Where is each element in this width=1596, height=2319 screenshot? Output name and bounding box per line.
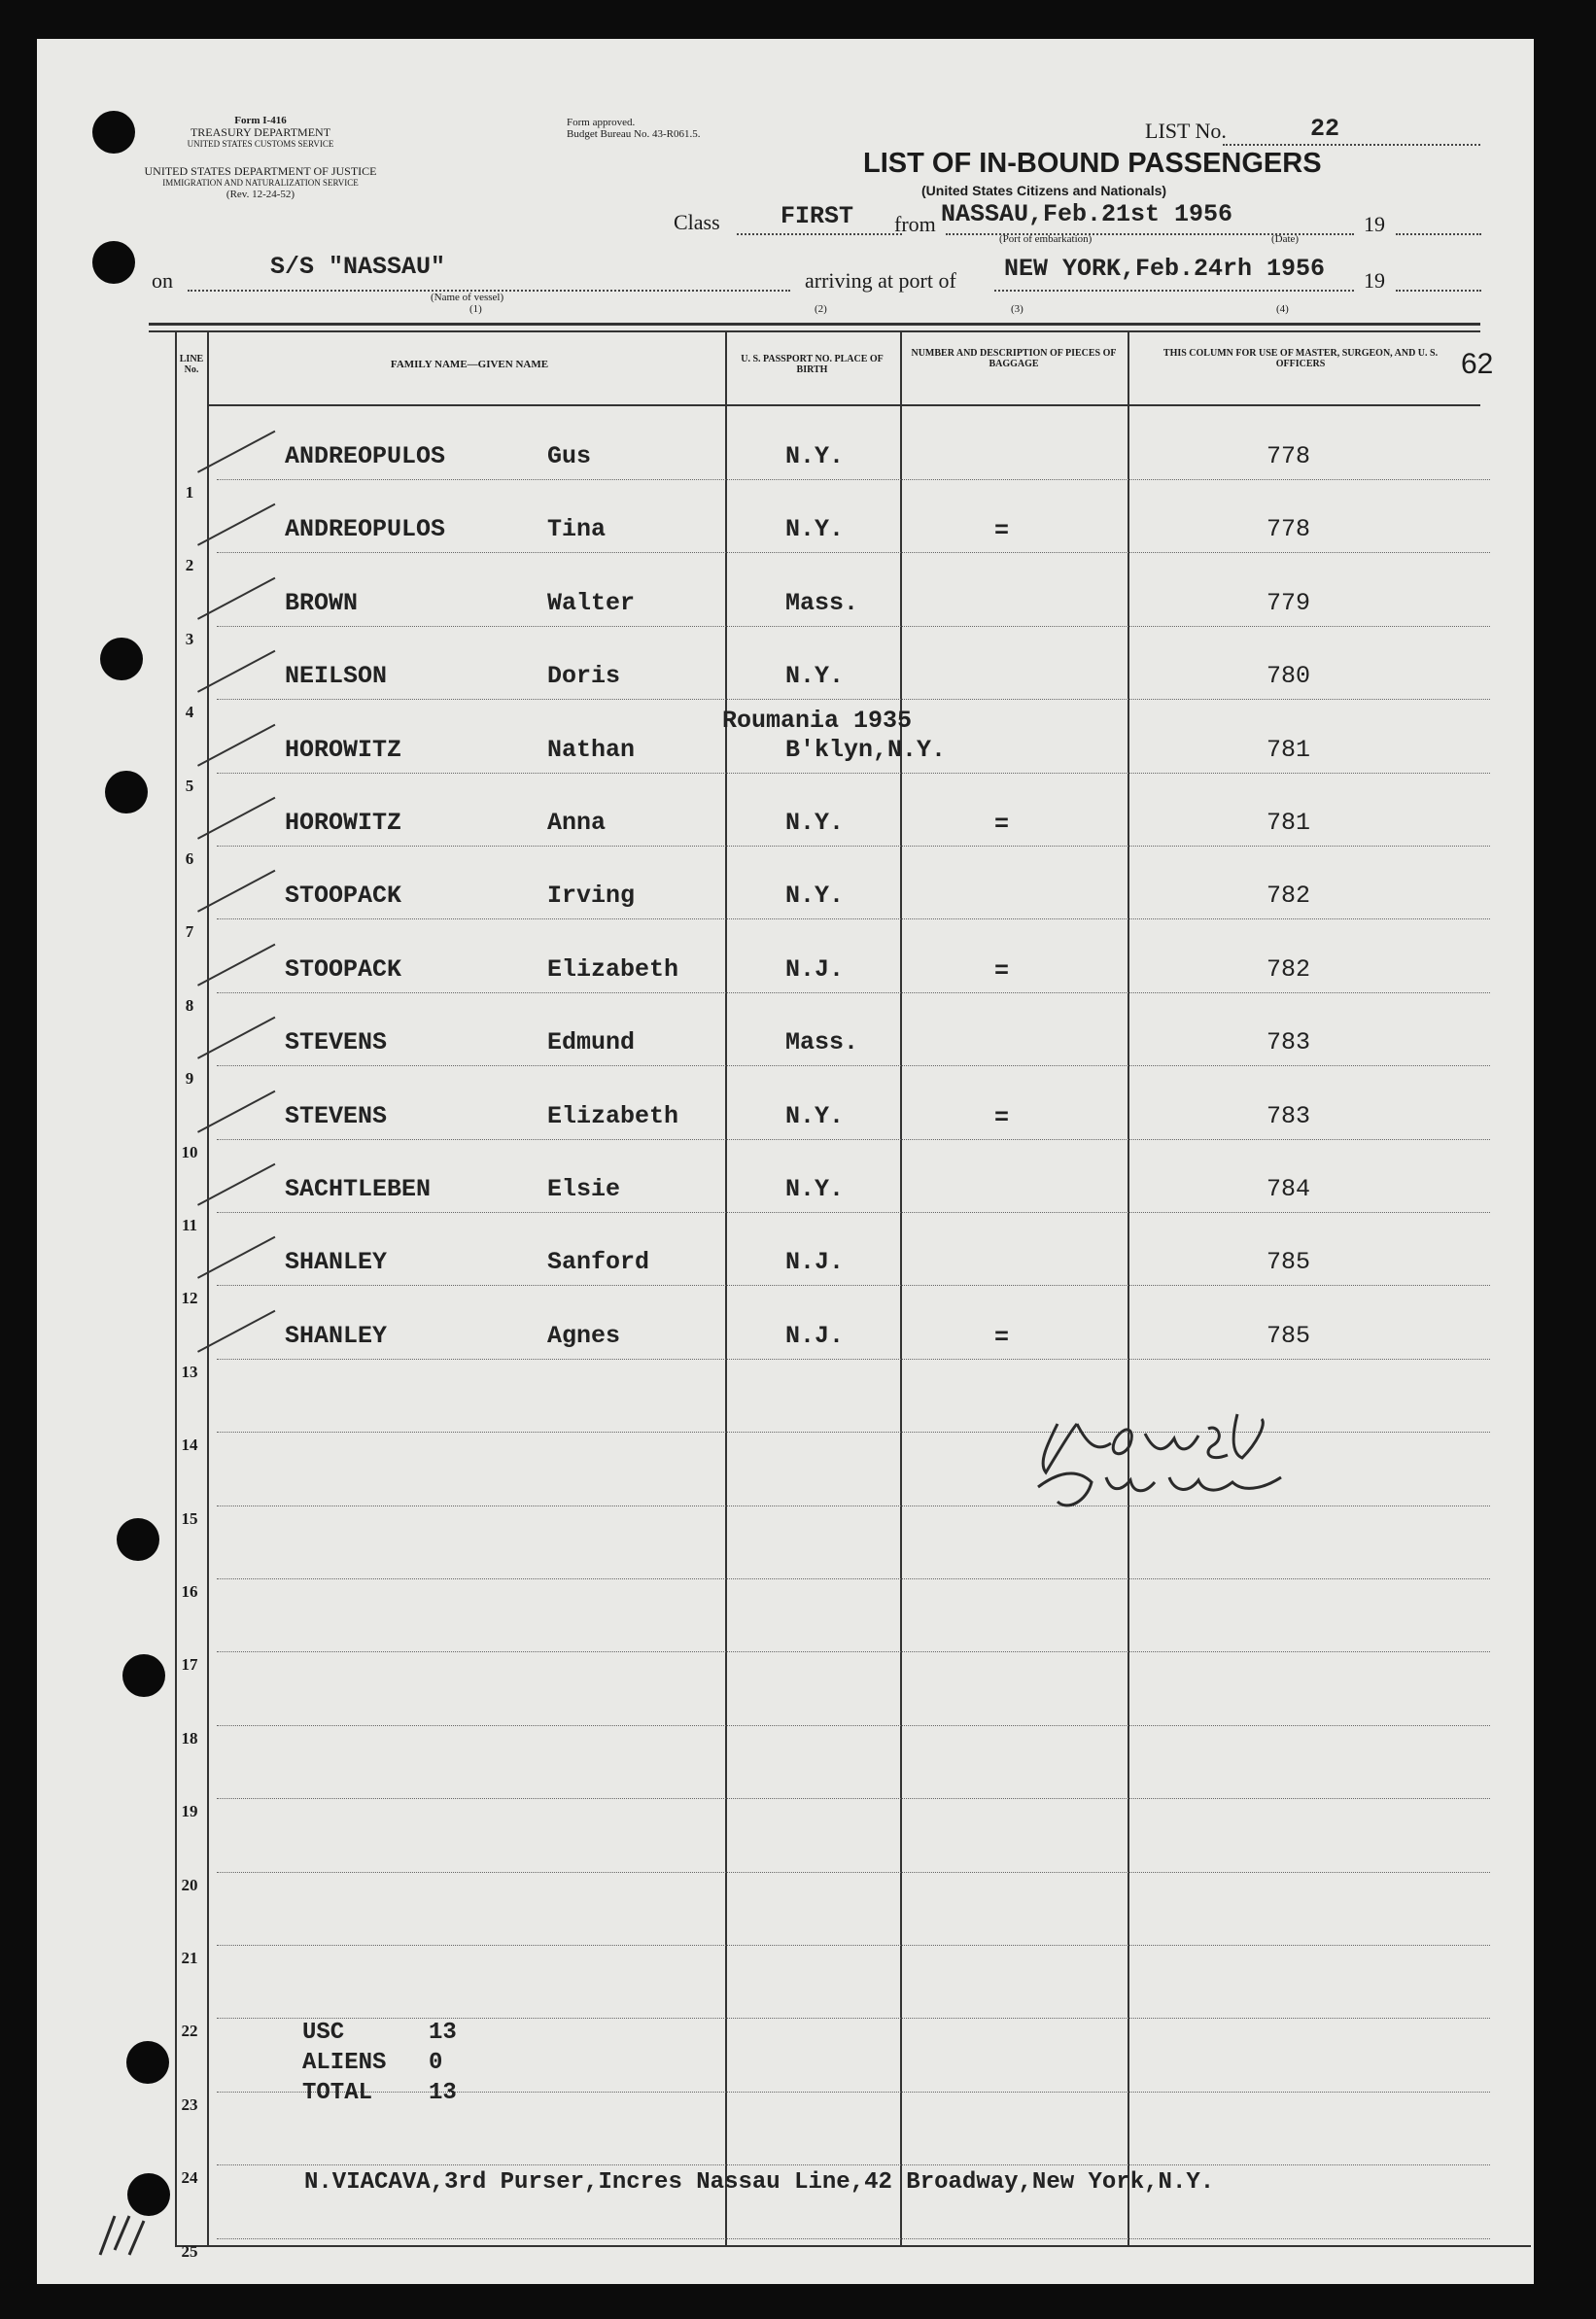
row-rule [217,1285,1490,1286]
line-number: 6 [185,849,194,868]
family-name: HOROWITZ [285,735,402,764]
given-name: Elizabeth [547,1101,679,1130]
family-name: STOOPACK [285,882,402,911]
officer-number: 781 [1266,735,1311,764]
punch-hole [127,2173,170,2216]
place-of-birth: N.J. [785,954,845,984]
officer-number: 778 [1266,442,1311,470]
form-approved: Form approved. [567,117,636,128]
place-of-birth: B'klyn,N.Y. [785,735,947,764]
row-rule [217,773,1490,774]
baggage-count: = [994,517,1010,546]
name-divider [725,330,727,2245]
ins-service: IMMIGRATION AND NATURALIZATION SERVICE [162,178,359,188]
line-number: 15 [181,1508,198,1528]
punch-hole [100,638,143,680]
officer-number: 779 [1266,588,1311,617]
officer-number: 782 [1266,954,1311,984]
vessel-name: S/S "NASSAU" [270,253,446,281]
punch-hole [117,1518,159,1561]
line-number: 11 [181,1216,198,1234]
row-rule [217,1651,1490,1652]
budget-bureau: Budget Bureau No. 43-R061.5. [567,128,701,140]
page-number: 62 [1461,348,1494,380]
caption-1: (1) [469,303,482,315]
family-name: SACHTLEBEN [285,1175,432,1203]
col-name: FAMILY NAME—GIVEN NAME [390,359,549,370]
caption-2: (2) [815,303,827,315]
place-of-birth: N.Y. [785,662,845,691]
place-of-birth: N.Y. [785,515,845,544]
total-row [302,2078,457,2108]
line-number: 23 [181,2094,198,2114]
check-mark [197,650,275,693]
officer-signature [1019,1385,1330,1531]
class-value: FIRST [781,202,854,230]
revision: (Rev. 12-24-52) [226,189,295,200]
place-of-birth: N.Y. [785,809,845,837]
line-number: 25 [181,2241,198,2261]
row-rule [217,479,1490,480]
check-mark [197,797,275,840]
place-of-birth: N.Y. [785,882,845,911]
year-line-2 [1396,290,1481,292]
check-mark [197,503,275,546]
family-name: ANDREOPULOS [285,515,446,544]
officer-number: 783 [1266,1028,1311,1057]
check-mark [197,431,275,473]
list-no-line [1223,144,1480,146]
table-bottom-rule [175,2245,1531,2247]
arriving-value: NEW YORK,Feb.24rh 1956 [1004,255,1326,283]
row-rule [217,552,1490,553]
row-rule [217,1139,1490,1140]
aliens-label: ALIENS [302,2050,387,2076]
row-rule [217,626,1490,627]
class-line [737,233,902,235]
vessel-caption: (Name of vessel) [431,292,504,303]
given-name: Elsie [547,1175,621,1203]
check-mark [197,723,275,766]
family-name: SHANLEY [285,1321,388,1350]
line-number: 21 [181,1949,198,1967]
class-label: Class [674,210,720,234]
year-prefix-1: 19 [1364,212,1385,236]
line-number: 1 [185,483,194,502]
family-name: STEVENS [285,1028,388,1057]
given-name: Edmund [547,1028,636,1057]
col-baggage: NUMBER AND DESCRIPTION OF PIECES OF BAGGAGE [911,348,1117,369]
summary-block [302,2018,457,2108]
year-line-1 [1396,233,1481,235]
place-of-birth: N.J. [785,1321,845,1350]
officer-number: 785 [1266,1321,1311,1350]
row-rule [217,1359,1490,1360]
family-name: STOOPACK [285,954,402,984]
col-officers: THIS COLUMN FOR USE OF MASTER, SURGEON, AND U. S. OFFICERS [1162,348,1439,369]
line-number: 5 [185,776,194,795]
line-number: 24 [181,2168,198,2188]
header-bottom-rule [207,404,1480,406]
row-rule [217,918,1490,919]
total-label: TOTAL [302,2080,373,2106]
given-name: Irving [547,882,636,911]
check-mark [197,577,275,620]
col-passport: U. S. PASSPORT NO. PLACE OF BIRTH [741,354,884,375]
place-of-birth: N.Y. [785,442,845,470]
row-rule [217,846,1490,847]
baggage-count: = [994,1323,1010,1352]
passport-divider [900,330,902,2245]
purser-line: N.VIACAVA,3rd Purser,Incres Nassau Line,42 Broadway,New York,N.Y. [304,2169,1215,2196]
officer-number: 780 [1266,662,1311,691]
usc-value: 13 [429,2020,457,2046]
usc-label: USC [302,2020,345,2046]
list-subtitle: (United States Citizens and Nationals) [921,183,1167,198]
given-name: Tina [547,515,607,544]
line-number: 17 [181,1655,198,1675]
port-caption: (Port of embarkation) [999,233,1093,245]
family-name: HOROWITZ [285,809,402,837]
line-number: 10 [181,1142,198,1161]
punch-hole [122,1654,165,1697]
family-name: NEILSON [285,662,388,691]
justice-block [144,165,377,200]
punch-hole [126,2041,169,2084]
family-name: BROWN [285,588,359,617]
officer-number: 778 [1266,515,1311,544]
line-number: 3 [185,629,194,648]
total-value: 13 [429,2080,457,2106]
arriving-label: arriving at port of [805,268,956,293]
list-no-label: LIST No. [1145,119,1227,143]
list-no-value: 22 [1310,115,1340,143]
line-number: 16 [181,1582,198,1601]
line-number: 7 [185,922,194,942]
table-top-rule-2 [149,330,1480,332]
check-mark [197,1017,275,1059]
aliens-value: 0 [429,2050,443,2076]
place-of-birth: N.J. [785,1248,845,1277]
row-rule [217,699,1490,700]
row-rule [217,1065,1490,1066]
baggage-count: = [994,811,1010,839]
year-prefix-2: 19 [1364,268,1385,293]
given-name: Sanford [547,1248,650,1277]
family-name: SHANLEY [285,1248,388,1277]
row-rule [217,1798,1490,1799]
form-header-left [144,115,377,150]
row-rule [217,1725,1490,1726]
place-of-birth: N.Y. [785,1175,845,1203]
given-name: Gus [547,442,592,470]
check-mark [197,1236,275,1279]
line-number: 8 [185,995,194,1015]
birth-note: Roumania 1935 [722,706,913,735]
caption-4: (4) [1276,303,1289,315]
baggage-count: = [994,956,1010,986]
place-of-birth: Mass. [785,1028,859,1057]
punch-hole [92,241,135,284]
given-name: Nathan [547,735,636,764]
baggage-count: = [994,1103,1010,1132]
line-number: 14 [181,1436,198,1455]
row-rule [217,2238,1490,2239]
document-page [37,39,1534,2284]
given-name: Doris [547,662,621,691]
row-rule [217,1945,1490,1946]
officer-number: 781 [1266,809,1311,837]
officer-number: 785 [1266,1248,1311,1277]
officer-number: 782 [1266,882,1311,911]
line-number: 18 [181,1728,198,1748]
row-rule [217,992,1490,993]
line-number: 13 [181,1362,198,1381]
baggage-divider [1128,330,1129,2245]
given-name: Agnes [547,1321,621,1350]
row-rule [217,1872,1490,1873]
given-name: Elizabeth [547,954,679,984]
arriving-line [994,290,1354,292]
caption-3: (3) [1011,303,1024,315]
col-line-no: LINE No. [179,354,204,375]
place-of-birth: Mass. [785,588,859,617]
line-number: 9 [185,1069,194,1089]
officer-number: 783 [1266,1101,1311,1130]
usc-row [302,2018,457,2048]
check-mark [197,944,275,986]
date-caption: (Date) [1271,233,1300,245]
form-number: Form I-416 [234,115,287,126]
family-name: STEVENS [285,1101,388,1130]
family-name: ANDREOPULOS [285,442,446,470]
punch-hole [92,111,135,154]
justice-dept: UNITED STATES DEPARTMENT OF JUSTICE [144,164,377,178]
treasury-dept: TREASURY DEPARTMENT [190,125,331,139]
officer-number: 784 [1266,1175,1311,1203]
row-rule [217,1578,1490,1579]
place-of-birth: N.Y. [785,1101,845,1130]
list-title: LIST OF IN-BOUND PASSENGERS [863,148,1322,179]
line-number: 2 [185,556,194,575]
check-mark [197,1163,275,1206]
customs-service: UNITED STATES CUSTOMS SERVICE [187,139,334,149]
from-label: from [894,212,936,236]
line-number: 4 [185,703,194,722]
check-mark [197,1090,275,1132]
line-number: 22 [181,2022,198,2041]
line-number: 20 [181,1875,198,1894]
check-mark [197,870,275,913]
on-label: on [152,268,173,293]
from-value: NASSAU,Feb.21st 1956 [941,200,1233,228]
row-rule [217,2164,1490,2165]
given-name: Walter [547,588,636,617]
line-number: 12 [181,1289,198,1308]
given-name: Anna [547,809,607,837]
table-top-rule [149,323,1480,326]
approval-block [567,117,700,140]
check-mark [197,1310,275,1353]
row-rule [217,1212,1490,1213]
punch-hole [105,771,148,813]
aliens-row [302,2048,457,2078]
line-number: 19 [181,1802,198,1821]
